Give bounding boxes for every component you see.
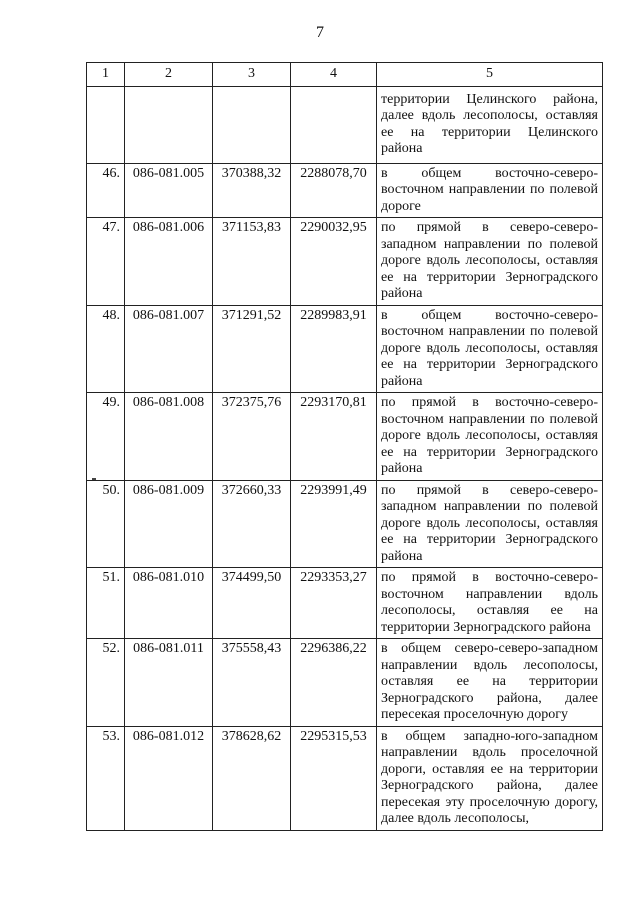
cell-empty	[125, 86, 213, 163]
cell-point-code: 086-081.006	[125, 218, 213, 306]
cell-x-coordinate: 372660,33	[213, 480, 291, 568]
cell-number: 49.	[87, 393, 125, 481]
cell-description: в общем восточно-северо-восточном направлении по полевой дороге вдоль лесополосы, оставляя ее на территории Зерноградского района	[377, 305, 603, 393]
cell-x-coordinate: 371153,83	[213, 218, 291, 306]
table-header-row	[87, 63, 603, 87]
cell-x-coordinate: 375558,43	[213, 639, 291, 727]
table-row	[87, 305, 603, 393]
cell-description: в общем северо-северо-западном направлении вдоль лесополосы, оставляя ее на территории Зерноградского района, далее пересекая проселочную дорогу	[377, 639, 603, 727]
cell-number: 48.	[87, 305, 125, 393]
cell-number: 46.	[87, 163, 125, 218]
cell-empty	[87, 86, 125, 163]
cell-y-coordinate: 2288078,70	[291, 163, 377, 218]
cell-description: в общем западно-юго-западном направлении вдоль проселочной дороги, оставляя ее на территории Зерноградского района, далее пересекая эту проселочную дорогу, далее вдоль лесополосы,	[377, 726, 603, 830]
cell-number: 52.	[87, 639, 125, 727]
header-cell-5: 5	[377, 63, 603, 87]
cell-y-coordinate: 2293170,81	[291, 393, 377, 481]
table-row	[87, 480, 603, 568]
table-row	[87, 726, 603, 830]
table-row	[87, 568, 603, 639]
cell-point-code: 086-081.007	[125, 305, 213, 393]
cell-point-code: 086-081.011	[125, 639, 213, 727]
cell-y-coordinate: 2290032,95	[291, 218, 377, 306]
cell-x-coordinate: 371291,52	[213, 305, 291, 393]
cell-number: 53.	[87, 726, 125, 830]
table-row	[87, 163, 603, 218]
cell-empty	[213, 86, 291, 163]
cell-description: по прямой в восточно-северо-восточном направлении по полевой дороге вдоль лесополосы, оставляя ее на территории Зерноградского района	[377, 393, 603, 481]
cell-description: в общем восточно-северо-восточном направлении по полевой дороге	[377, 163, 603, 218]
table-row-continuation	[87, 86, 603, 163]
cell-y-coordinate: 2295315,53	[291, 726, 377, 830]
cell-point-code: 086-081.009	[125, 480, 213, 568]
cell-point-code: 086-081.010	[125, 568, 213, 639]
cell-y-coordinate: 2293353,27	[291, 568, 377, 639]
cell-x-coordinate: 372375,76	[213, 393, 291, 481]
cell-y-coordinate: 2293991,49	[291, 480, 377, 568]
header-cell-3: 3	[213, 63, 291, 87]
cell-empty	[291, 86, 377, 163]
page-number: 7	[316, 24, 324, 41]
table-row	[87, 639, 603, 727]
table-row	[87, 218, 603, 306]
boundary-points-table	[86, 62, 603, 831]
cell-number: 47.	[87, 218, 125, 306]
cell-number: 51.	[87, 568, 125, 639]
cell-description: по прямой в северо-северо-западном направлении по полевой дороге вдоль лесополосы, оставляя ее на территории Зерноградского района	[377, 218, 603, 306]
header-cell-2: 2	[125, 63, 213, 87]
cell-x-coordinate: 374499,50	[213, 568, 291, 639]
cell-point-code: 086-081.005	[125, 163, 213, 218]
cell-y-coordinate: 2296386,22	[291, 639, 377, 727]
cell-description: по прямой в северо-северо-западном направлении по полевой дороге вдоль лесополосы, оставляя ее на территории Зерноградского района	[377, 480, 603, 568]
cell-number: 50.	[87, 480, 125, 568]
cell-y-coordinate: 2289983,91	[291, 305, 377, 393]
cell-point-code: 086-081.012	[125, 726, 213, 830]
cell-description: территории Целинского района, далее вдоль лесополосы, оставляя ее на территории Целинского района	[377, 86, 603, 163]
cell-point-code: 086-081.008	[125, 393, 213, 481]
table-row	[87, 393, 603, 481]
cell-x-coordinate: 370388,32	[213, 163, 291, 218]
header-cell-4: 4	[291, 63, 377, 87]
cell-description: по прямой в восточно-северо-восточном направлении вдоль лесополосы, оставляя ее на территории Зерноградского района	[377, 568, 603, 639]
header-cell-1: 1	[87, 63, 125, 87]
cell-x-coordinate: 378628,62	[213, 726, 291, 830]
